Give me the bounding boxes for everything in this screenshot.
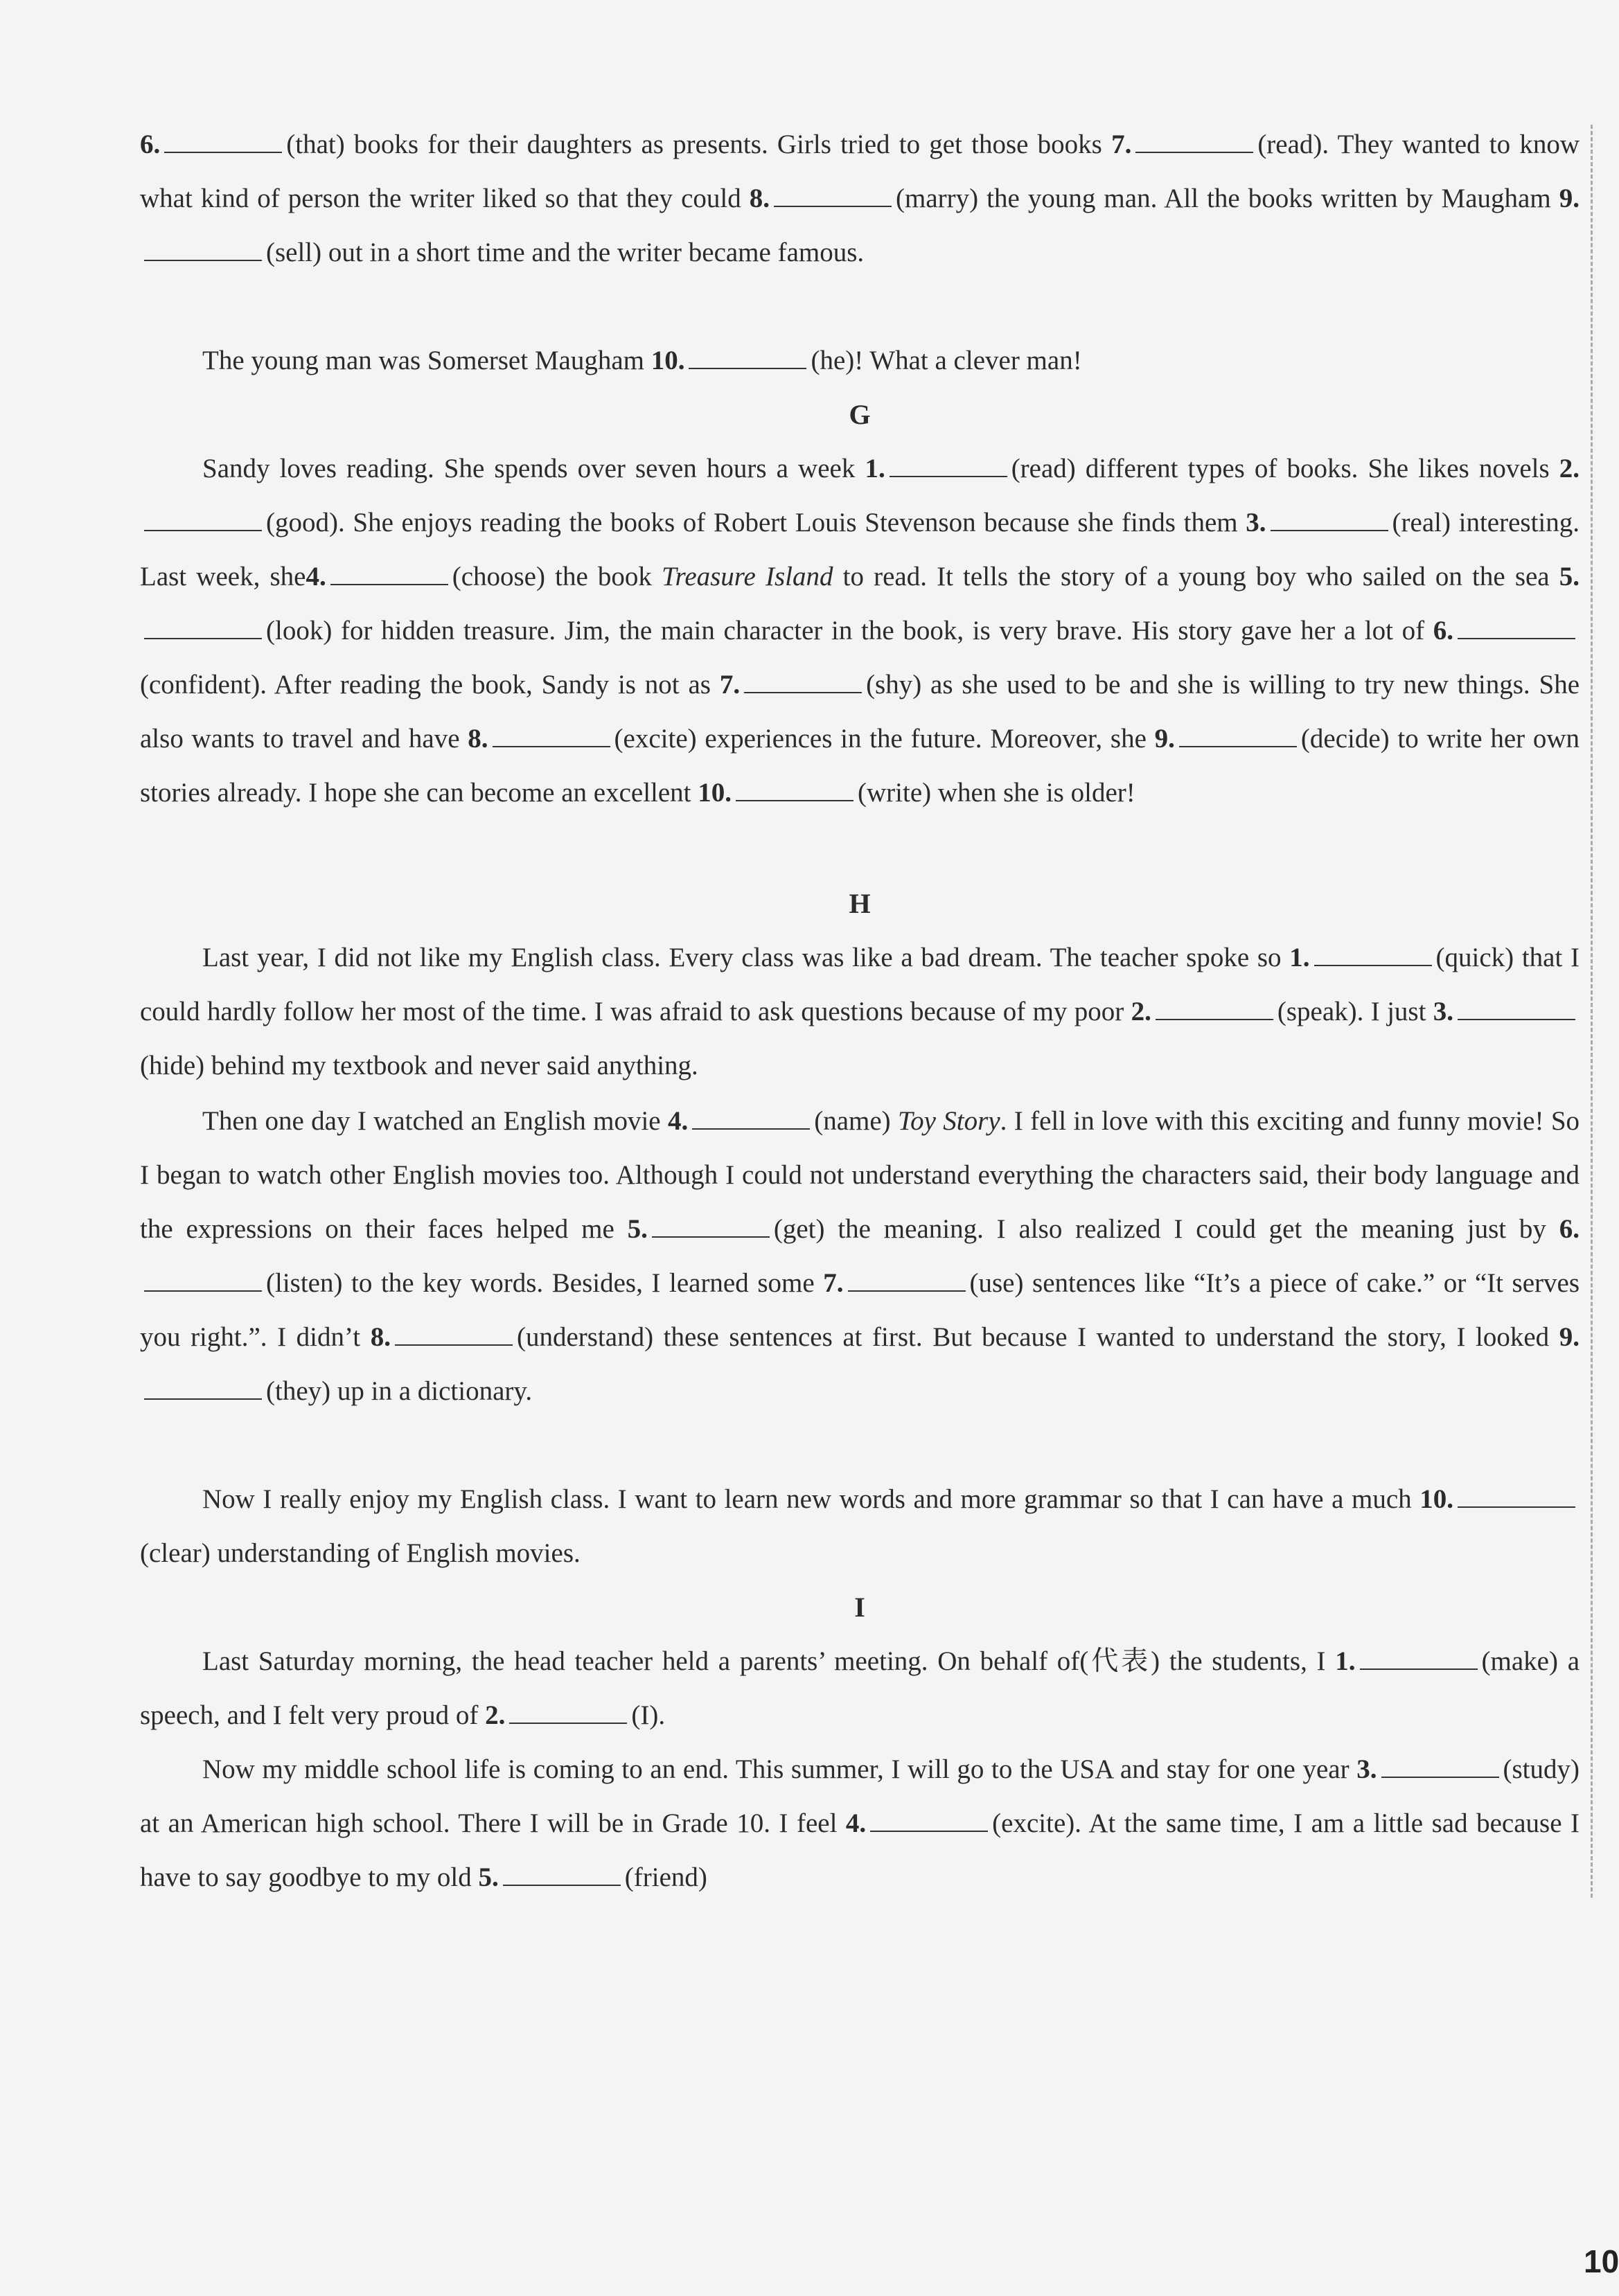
- text: (marry) the young man. All the books written by Maugham: [896, 184, 1551, 213]
- answer-blank[interactable]: [1458, 1486, 1575, 1508]
- text: (hide) behind my textbook and never said anything.: [140, 1051, 698, 1080]
- answer-blank[interactable]: [493, 725, 610, 747]
- question-number: 2.: [1131, 997, 1151, 1026]
- answer-blank[interactable]: [144, 617, 262, 639]
- answer-blank[interactable]: [689, 347, 806, 369]
- text: Now I really enjoy my English class. I want to learn new words and more grammar so that I can have a much: [202, 1484, 1412, 1514]
- answer-blank[interactable]: [1179, 725, 1297, 747]
- section-f-paragraph-1: [140, 118, 1580, 280]
- section-title-g: G: [849, 399, 871, 430]
- answer-blank[interactable]: [144, 1270, 262, 1292]
- question-number: 1.: [1289, 943, 1310, 972]
- answer-blank[interactable]: [503, 1864, 621, 1886]
- text: (understand) these sentences at first. But because I wanted to understand the story, I looked: [516, 1322, 1550, 1352]
- answer-blank[interactable]: [144, 509, 262, 531]
- text: (I).: [631, 1700, 666, 1730]
- question-number: 9.: [1559, 184, 1580, 213]
- section-title-h: H: [849, 888, 871, 919]
- answer-blank[interactable]: [144, 1378, 262, 1400]
- text: (that) books for their daughters as presents. Girls tried to get those books: [286, 130, 1102, 159]
- question-number: 10.: [651, 346, 685, 375]
- text: (write) when she is older!: [858, 778, 1135, 808]
- answer-blank[interactable]: [509, 1702, 627, 1724]
- text: Now my middle school life is coming to an end. This summer, I will go to the USA and stay for one year: [202, 1754, 1350, 1784]
- text: (name): [814, 1106, 891, 1136]
- answer-blank[interactable]: [1156, 998, 1273, 1020]
- question-number: 7.: [823, 1268, 844, 1298]
- movie-title: Toy Story: [898, 1106, 1000, 1136]
- question-number: 10.: [1419, 1484, 1453, 1514]
- text: Then one day I watched an English movie: [202, 1106, 661, 1136]
- answer-blank[interactable]: [848, 1270, 966, 1292]
- question-number: 5.: [627, 1214, 648, 1244]
- text: (read). They wanted to know what kind of person the writer liked so that they could: [140, 130, 1580, 213]
- text: (decide) to write her own stories already. I hope she can become an excellent: [140, 724, 1580, 808]
- text: (get) the meaning. I also realized I could get the meaning just by: [773, 1214, 1546, 1244]
- question-number: 6.: [1433, 616, 1453, 646]
- question-number: 2.: [485, 1700, 506, 1730]
- text: (choose) the book: [452, 562, 652, 591]
- question-number: 8.: [749, 184, 770, 213]
- answer-blank[interactable]: [330, 563, 448, 585]
- question-number: 1.: [865, 454, 885, 483]
- text: (excite) experiences in the future. Moreover, she: [614, 724, 1147, 754]
- text: (real) interesting. Last week, she: [140, 508, 1580, 591]
- text: Last year, I did not like my English class. Every class was like a bad dream. The teacher spoke so: [202, 943, 1282, 972]
- question-number: 3.: [1246, 508, 1266, 537]
- section-h-paragraph-2: [140, 1094, 1580, 1418]
- text: Last Saturday morning, the head teacher held a parents’ meeting. On behalf of(代表) the students, I: [202, 1646, 1326, 1676]
- book-title: Treasure Island: [662, 562, 833, 591]
- answer-blank[interactable]: [395, 1324, 513, 1346]
- text: (study) at an American high school. There I will be in Grade 10. I feel: [140, 1754, 1580, 1838]
- section-h-paragraph-3: [140, 1472, 1580, 1581]
- answer-blank[interactable]: [652, 1216, 770, 1238]
- question-number: 1.: [1335, 1646, 1356, 1676]
- question-number: 3.: [1356, 1754, 1377, 1784]
- section-i-paragraph-2: [140, 1743, 1580, 1905]
- question-number: 7.: [719, 670, 741, 700]
- answer-blank[interactable]: [744, 671, 862, 693]
- text: (clear) understanding of English movies.: [140, 1538, 581, 1568]
- text: (confident). After reading the book, Sandy is not as: [140, 670, 711, 700]
- answer-blank[interactable]: [870, 1810, 988, 1832]
- question-number: 8.: [468, 724, 488, 754]
- text: (speak). I just: [1277, 997, 1426, 1026]
- text: (sell) out in a short time and the writer became famous.: [266, 238, 865, 267]
- text: (make) a speech, and I felt very proud of: [140, 1646, 1580, 1730]
- question-number: 4.: [667, 1106, 689, 1136]
- text: (use) sentences like “It’s a piece of cake.” or “It serves you right.”. I didn’t: [140, 1268, 1580, 1352]
- question-number: 9.: [1559, 1322, 1580, 1352]
- answer-blank[interactable]: [144, 239, 262, 261]
- question-number: 6.: [1559, 1214, 1580, 1244]
- question-number: 5.: [478, 1862, 499, 1892]
- answer-blank[interactable]: [736, 779, 853, 801]
- section-i-paragraph-1: [140, 1635, 1580, 1743]
- text: The young man was Somerset Maugham: [202, 346, 644, 375]
- section-g-paragraph: [140, 442, 1580, 820]
- text: (quick) that I could hardly follow her most of the time. I was afraid to ask questions because of my poor: [140, 943, 1580, 1026]
- question-number: 9.: [1154, 724, 1175, 754]
- answer-blank[interactable]: [1135, 131, 1253, 153]
- text: (excite). At the same time, I am a little sad because I have to say goodbye to my old: [140, 1808, 1580, 1892]
- question-number: 8.: [370, 1322, 391, 1352]
- answer-blank[interactable]: [1381, 1756, 1499, 1778]
- text: (he)! What a clever man!: [811, 346, 1082, 375]
- text: (good). She enjoys reading the books of Robert Louis Stevenson because she finds them: [266, 508, 1238, 537]
- question-number: 6.: [140, 130, 161, 159]
- answer-blank[interactable]: [1271, 509, 1388, 531]
- question-number: 7.: [1111, 130, 1132, 159]
- page-number: 10: [1584, 2243, 1619, 2279]
- question-number: 5.: [1559, 562, 1580, 591]
- answer-blank[interactable]: [164, 131, 282, 153]
- dashed-cut-line: [1591, 125, 1593, 1898]
- text: (they) up in a dictionary.: [266, 1376, 533, 1406]
- answer-blank[interactable]: [890, 455, 1007, 477]
- answer-blank[interactable]: [774, 185, 892, 207]
- question-number: 10.: [698, 778, 732, 808]
- question-number: 4.: [845, 1808, 867, 1838]
- answer-blank[interactable]: [1314, 944, 1432, 966]
- text: to read. It tells the story of a young boy who sailed on the sea: [842, 562, 1550, 591]
- text: (shy) as she used to be and she is willing to try new things. She also wants to travel and have: [140, 670, 1580, 754]
- text: . I fell in love with this exciting and funny movie! So I began to watch other English movies too. Although I could not understand everything the characters said, their body language and the expressions on their faces helped me: [140, 1106, 1580, 1244]
- question-number: 3.: [1433, 997, 1454, 1026]
- section-f-paragraph-2: [140, 334, 1580, 388]
- section-title-i: I: [854, 1592, 865, 1623]
- text: (listen) to the key words. Besides, I learned some: [266, 1268, 815, 1298]
- question-number: 4.: [306, 562, 326, 591]
- answer-blank[interactable]: [1458, 617, 1575, 639]
- answer-blank[interactable]: [692, 1107, 810, 1130]
- question-number: 2.: [1559, 454, 1580, 483]
- text: (friend): [624, 1862, 707, 1892]
- answer-blank[interactable]: [1360, 1648, 1478, 1670]
- answer-blank[interactable]: [1458, 998, 1575, 1020]
- text: (look) for hidden treasure. Jim, the main character in the book, is very brave. His story gave her a lot of: [266, 616, 1425, 646]
- section-h-paragraph-1: [140, 931, 1580, 1093]
- text: (read) different types of books. She likes novels: [1011, 454, 1550, 483]
- text: Sandy loves reading. She spends over seven hours a week: [202, 454, 856, 483]
